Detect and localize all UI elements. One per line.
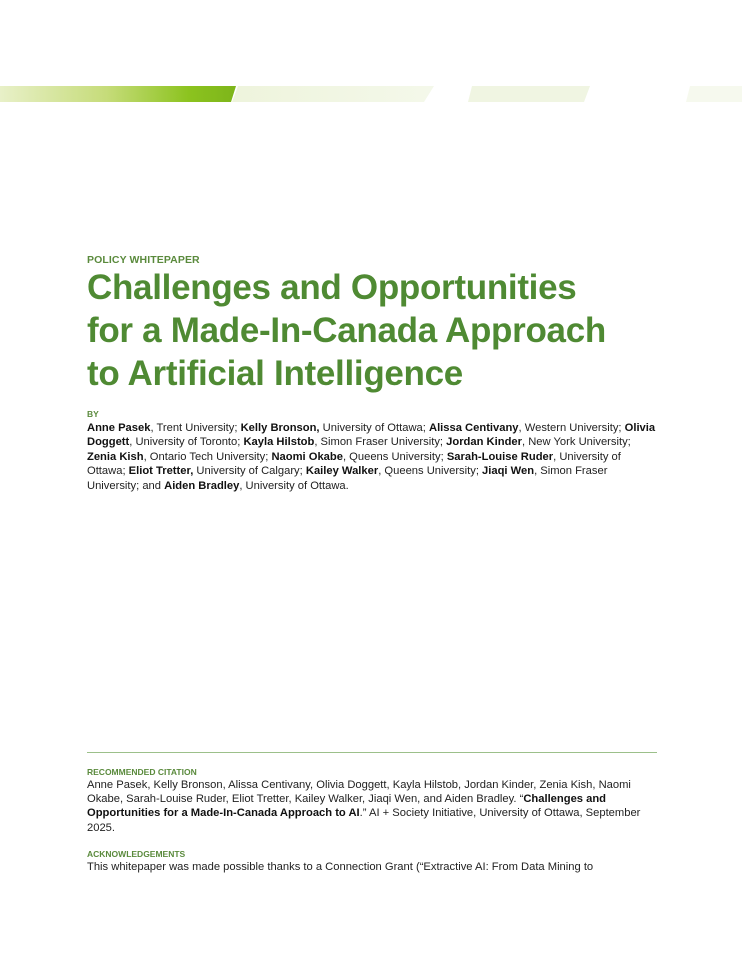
section-divider (87, 752, 657, 753)
author-name: Anne Pasek (87, 422, 151, 434)
acknowledgements-label: ACKNOWLEDGEMENTS (87, 849, 186, 859)
author-affiliation: , University of Ottawa. (239, 479, 349, 492)
author-name: Aiden Bradley (164, 479, 240, 492)
author-affiliation: University of Ottawa; (319, 422, 429, 434)
author-affiliation: , Queens University; (378, 465, 483, 478)
author-affiliation: , Simon Fraser University; (314, 436, 447, 449)
author-name: Olivia Doggett (87, 422, 656, 449)
author-affiliation: , Queens University; (342, 450, 447, 463)
acknowledgements-text: This whitepaper was made possible thanks to a Connection Grant (“Extractive AI: From Data Mining to (87, 861, 594, 873)
author-affiliation: , New York University; (521, 436, 631, 449)
author-name: Kayla Hilstob (243, 436, 315, 449)
author-affiliation: , University of Ottawa; (87, 450, 621, 478)
author-name: Jiaqi Wen (482, 465, 535, 478)
title-line: Challenges and Opportunities (87, 268, 577, 307)
author-name: Zenia Kish (87, 450, 144, 463)
author-name: Kailey Walker (305, 465, 379, 478)
document-kicker: POLICY WHITEPAPER (87, 254, 200, 266)
title-line: for a Made-In-Canada Approach (87, 311, 606, 350)
citation-title: Challenges and Opportunities for a Made-In-Canada Approach to AI (87, 793, 607, 820)
author-affiliation: University of Calgary; (193, 465, 306, 478)
citation-authors: Anne Pasek, Kelly Bronson, Alissa Centivany, Olivia Doggett, Kayla Hilstob, Jordan Kinder, Zenia Kish, Naomi Okabe, Sarah-Louise Ruder, Eliot Tretter, Kailey Walker, Jiaqi Wen, and Aiden Bradley. “ (87, 779, 631, 806)
author-affiliation: , University of Toronto; (129, 436, 244, 449)
author-name: Kelly Bronson, (240, 422, 320, 434)
document-title (87, 266, 687, 395)
author-list (87, 421, 662, 493)
author-name: Alissa Centivany (428, 422, 519, 434)
citation-label: RECOMMENDED CITATION (87, 767, 197, 777)
author-name: Sarah-Louise Ruder (446, 450, 554, 463)
author-affiliation: , Ontario Tech University; (143, 450, 272, 463)
author-name: Naomi Okabe (271, 450, 343, 463)
author-name: Eliot Tretter, (128, 465, 194, 478)
author-affiliation: , Simon Fraser University; and (87, 465, 608, 492)
author-affiliation: , Trent University; (150, 422, 241, 434)
author-name: Jordan Kinder (446, 436, 522, 449)
citation-source: .” AI + Society Initiative, University of Ottawa, September 2025. (87, 807, 641, 834)
byline-label: BY (87, 409, 99, 419)
citation-text (87, 778, 657, 835)
decorative-banner (0, 86, 742, 102)
author-affiliation: , Western University; (518, 422, 625, 434)
title-line: to Artificial Intelligence (87, 354, 463, 393)
